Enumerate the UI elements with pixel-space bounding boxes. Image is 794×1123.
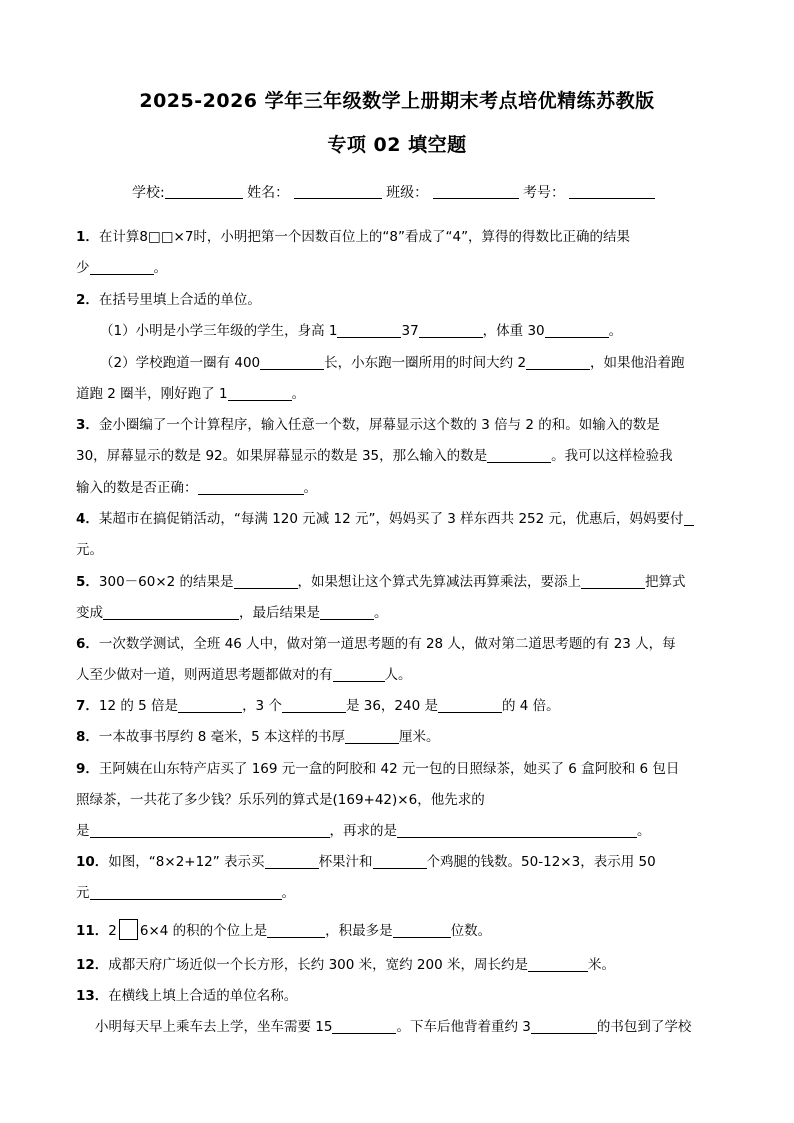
class-field[interactable] xyxy=(433,184,519,199)
question-number: 13． xyxy=(76,988,109,1004)
question-text: （2）学校跑道一圈有 400 xyxy=(100,355,261,371)
question-8-line1 xyxy=(76,728,439,746)
question-number: 7． xyxy=(76,698,99,714)
answer-blank[interactable] xyxy=(260,355,324,370)
question-text: 某超市在搞促销活动，“每满 120 元减 12 元”，妈妈买了 3 样东西共 252 元，优惠后，妈妈要付 xyxy=(98,511,684,527)
question-text: 在计算8□□×7时，小明把第一个因数百位上的“8”看成了“4”，算得的得数比正确的结果 xyxy=(98,229,631,245)
question-text: 元 xyxy=(76,885,90,901)
question-text: ，体重 30 xyxy=(482,323,545,339)
question-9-line2 xyxy=(76,791,485,809)
question-5-line2 xyxy=(76,604,388,622)
question-number: 8． xyxy=(76,729,99,745)
number-field[interactable] xyxy=(569,184,655,199)
question-13-line1 xyxy=(76,987,297,1005)
question-text: ，如果想让这个算式先算减法再算乘法，要添上 xyxy=(297,574,582,590)
answer-blank[interactable] xyxy=(397,823,637,838)
question-text: 12 的 5 倍是 xyxy=(98,698,179,714)
question-12-line1 xyxy=(76,956,615,974)
question-11-line1 xyxy=(76,919,491,940)
question-text: 成都天府广场近似一个长方形，长约 300 米，宽约 200 米，周长约是 xyxy=(108,957,528,973)
page-title: 2025-2026 学年三年级数学上册期末考点培优精练苏教版 xyxy=(139,90,655,112)
question-3-line2 xyxy=(76,447,673,465)
school-label: 学校: xyxy=(132,185,165,201)
question-text: 的 4 倍。 xyxy=(501,698,560,714)
question-10-line2 xyxy=(76,884,295,902)
question-text: 把算式 xyxy=(645,574,686,590)
answer-blank[interactable] xyxy=(531,1019,597,1034)
answer-blank[interactable] xyxy=(90,885,282,900)
question-text: 长，小东跑一圈所用的时间大约 2 xyxy=(324,355,527,371)
answer-blank[interactable] xyxy=(228,386,292,401)
question-text: 杯果汁和 xyxy=(318,854,373,870)
question-9-line3 xyxy=(76,822,651,840)
question-9-line1 xyxy=(76,760,679,778)
answer-blank[interactable] xyxy=(345,729,399,744)
answer-blank[interactable] xyxy=(234,574,298,589)
question-text: 是 36，240 是 xyxy=(345,698,438,714)
answer-blank[interactable] xyxy=(393,923,451,938)
question-2-line1 xyxy=(76,291,261,309)
answer-blank[interactable] xyxy=(265,854,319,869)
name-field[interactable] xyxy=(294,184,382,199)
question-text: 300－60×2 的结果是 xyxy=(98,574,234,590)
question-3-line3 xyxy=(76,479,317,497)
question-text: 一次数学测试，全班 46 人中，做对第一道思考题的有 28 人，做对第二道思考题的有 23 人，每 xyxy=(98,636,676,652)
question-text: 道跑 2 圈半，刚好跑了 1 xyxy=(76,386,228,402)
answer-blank[interactable] xyxy=(282,698,346,713)
answer-blank[interactable] xyxy=(438,698,502,713)
question-6-line1 xyxy=(76,635,676,653)
question-text: ，如果他沿着跑 xyxy=(590,355,685,371)
punctuation: 。 xyxy=(637,823,651,839)
question-number: 4． xyxy=(76,511,99,527)
question-number: 2． xyxy=(76,292,99,308)
answer-blank[interactable] xyxy=(373,854,427,869)
question-text: 照绿茶，一共花了多少钱？乐乐列的算式是(169+42)×6，他先求的 xyxy=(76,792,485,808)
question-text: 30，屏幕显示的数是 92。如果屏幕显示的数是 35，那么输入的数是 xyxy=(76,448,488,464)
question-number: 1． xyxy=(76,229,99,245)
question-text: 一本故事书厚约 8 毫米，5 本这样的书厚 xyxy=(98,729,345,745)
question-text: 王阿姨在山东特产店买了 169 元一盒的阿胶和 42 元一包的日照绿茶，她买了 6 盒阿胶和 6 包日 xyxy=(98,761,680,777)
answer-blank[interactable] xyxy=(198,480,304,495)
answer-blank[interactable] xyxy=(337,323,401,338)
question-text: 在横线上填上合适的单位名称。 xyxy=(108,988,298,1004)
answer-blank[interactable] xyxy=(419,323,483,338)
answer-blank[interactable] xyxy=(526,355,590,370)
number-label: 考号： xyxy=(522,185,565,201)
answer-blank[interactable] xyxy=(320,605,374,620)
question-text: 变成 xyxy=(76,605,103,621)
question-number: 3． xyxy=(76,417,99,433)
punctuation: 。 xyxy=(374,605,388,621)
question-number: 6． xyxy=(76,636,99,652)
question-text: 位数。 xyxy=(450,923,492,939)
question-number: 5． xyxy=(76,574,99,590)
question-text: 少 xyxy=(76,260,90,276)
question-2-part2 xyxy=(100,354,685,372)
question-text: 元。 xyxy=(76,542,103,558)
school-field[interactable] xyxy=(165,184,243,199)
question-text: 厘米。 xyxy=(398,729,440,745)
question-text: 是 xyxy=(76,823,90,839)
answer-blank[interactable] xyxy=(333,667,385,682)
answer-blank[interactable] xyxy=(267,923,325,938)
question-number: 12． xyxy=(76,957,109,973)
question-text: 小明每天早上乘车去上学，坐车需要 15 xyxy=(95,1019,333,1035)
answer-blank[interactable] xyxy=(90,823,330,838)
question-text: 人。 xyxy=(384,667,412,683)
question-1-line2 xyxy=(76,259,167,277)
question-text: 个鸡腿的钱数。50-12×3，表示用 50 xyxy=(426,854,656,870)
question-text: 如图，“8×2+12” 表示买 xyxy=(108,854,265,870)
question-2-part1 xyxy=(100,322,622,340)
answer-blank[interactable] xyxy=(528,957,588,972)
punctuation: 。 xyxy=(153,260,167,276)
answer-blank[interactable] xyxy=(487,448,551,463)
question-text: 米。 xyxy=(588,957,615,973)
answer-blank[interactable] xyxy=(332,1019,396,1034)
name-label: 姓名： xyxy=(247,185,290,201)
question-4-line1 xyxy=(76,510,694,528)
punctuation: 。 xyxy=(608,323,623,339)
question-text: ，3 个 xyxy=(242,698,282,714)
student-info-row xyxy=(132,182,655,202)
punctuation: 。 xyxy=(281,885,295,901)
question-4-line2 xyxy=(76,541,103,559)
question-text: 人至少做对一道，则两道思考题都做对的有 xyxy=(76,667,333,683)
question-text: 6×4 的积的个位上是 xyxy=(139,923,268,939)
question-3-line1 xyxy=(76,416,660,434)
question-number: 9． xyxy=(76,761,99,777)
question-text: 的书包到了学校 xyxy=(596,1019,692,1035)
question-text: 37 xyxy=(401,323,419,339)
question-1-line1 xyxy=(76,228,630,246)
question-text: 。下车后他背着重约 3 xyxy=(396,1019,531,1035)
question-text: ，再求的是 xyxy=(329,823,397,839)
question-text: ，最后结果是 xyxy=(239,605,320,621)
question-6-line2 xyxy=(76,666,412,684)
question-text: 。我可以这样检验我 xyxy=(551,448,673,464)
answer-blank[interactable] xyxy=(103,605,239,620)
question-10-line1 xyxy=(76,853,656,871)
question-7-line1 xyxy=(76,697,560,715)
answer-blank[interactable] xyxy=(178,698,242,713)
digit-box[interactable] xyxy=(119,919,138,940)
page-subtitle: 专项 02 填空题 xyxy=(327,134,467,156)
question-2-part2-line2 xyxy=(76,385,305,403)
question-number: 10． xyxy=(76,854,109,870)
question-13-line2 xyxy=(95,1018,691,1036)
punctuation: 。 xyxy=(303,480,317,496)
question-text: 2 xyxy=(108,923,117,939)
question-text: 输入的数是否正确： xyxy=(76,480,198,496)
answer-blank[interactable] xyxy=(90,260,154,275)
question-text: （1）小明是小学三年级的学生，身高 1 xyxy=(100,323,338,339)
punctuation: 。 xyxy=(291,386,306,402)
class-label: 班级： xyxy=(386,185,429,201)
question-text: 在括号里填上合适的单位。 xyxy=(98,292,261,308)
answer-blank[interactable] xyxy=(581,574,645,589)
question-text: ，积最多是 xyxy=(325,923,393,939)
answer-blank[interactable] xyxy=(684,511,694,526)
answer-blank[interactable] xyxy=(545,323,609,338)
question-5-line1 xyxy=(76,573,686,591)
question-text: 金小圈编了一个计算程序，输入任意一个数，屏幕显示这个数的 3 倍与 2 的和。如输入的数是 xyxy=(98,417,660,433)
question-number: 11． xyxy=(76,923,109,939)
